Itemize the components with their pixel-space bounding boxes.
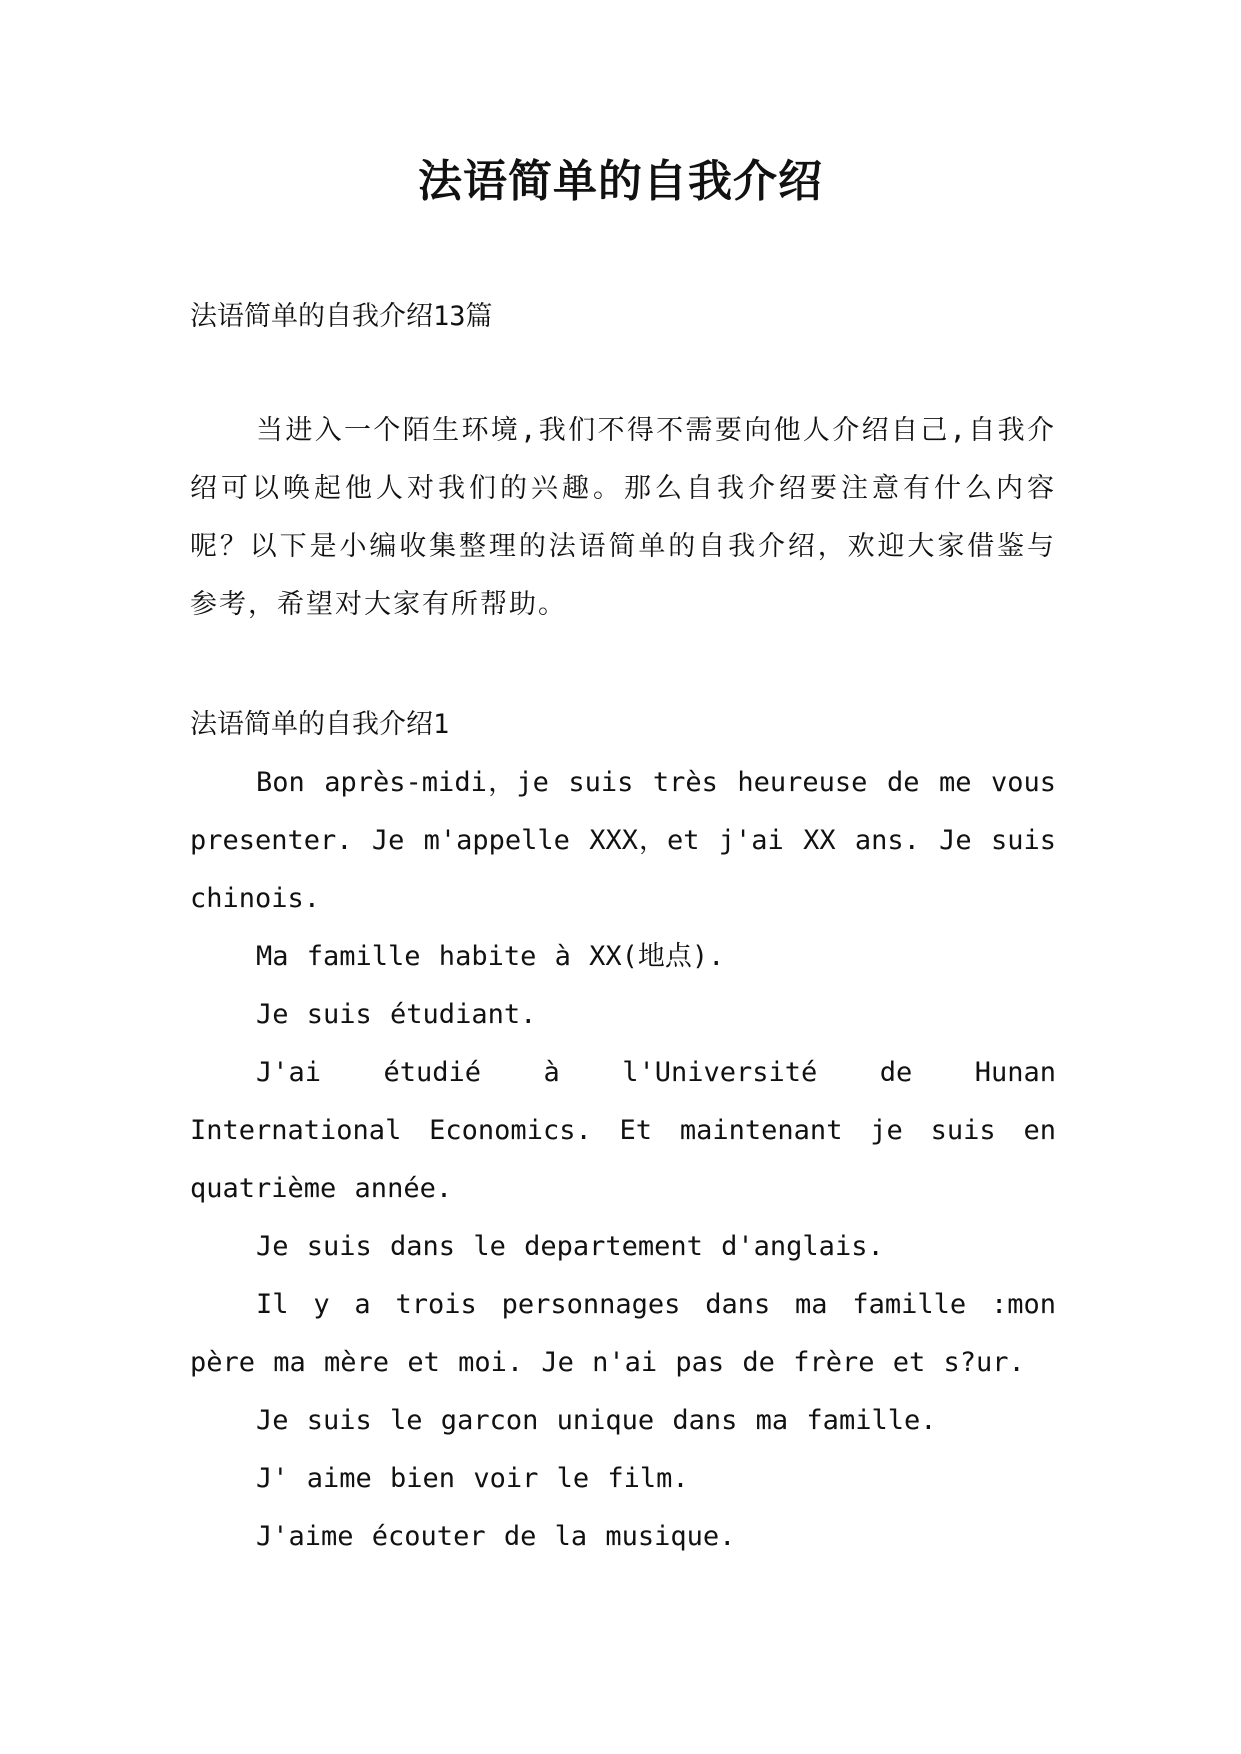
paragraph: J'ai étudié à l'Université de Hunan International Economics. Et maintenant je suis en quatrième année. bbox=[190, 1057, 1056, 1204]
intro-paragraph: 当进入一个陌生环境,我们不得不需要向他人介绍自己,自我介绍可以唤起他人对我们的兴趣。那么自我介绍要注意有什么内容呢？以下是小编收集整理的法语简单的自我介绍，欢迎大家借鉴与参考，希望对大家有所帮助。 bbox=[190, 415, 1056, 620]
paragraph: J' aime bien voir le film. bbox=[256, 1463, 689, 1494]
document-subtitle: 法语简单的自我介绍13篇 bbox=[190, 301, 493, 332]
section-heading: 法语简单的自我介绍1 bbox=[190, 709, 450, 740]
paragraph: Bon après-midi，je suis très heureuse de me vous presenter. Je m'appelle XXX，et j'ai XX ans. Je suis chinois. bbox=[190, 767, 1056, 914]
paragraph: Il y a trois personnages dans ma famille :mon père ma mère et moi. Je n'ai pas de frère et s?ur. bbox=[190, 1289, 1056, 1378]
french-self-introduction bbox=[190, 754, 1056, 1566]
paragraph: Je suis étudiant. bbox=[256, 999, 537, 1030]
paragraph: Ma famille habite à XX(地点). bbox=[256, 941, 725, 972]
document-title: 法语简单的自我介绍 bbox=[418, 156, 823, 207]
paragraph: J'aime écouter de la musique. bbox=[256, 1521, 736, 1552]
paragraph: Je suis le garcon unique dans ma famille. bbox=[256, 1405, 937, 1436]
paragraph: Je suis dans le departement d'anglais. bbox=[256, 1231, 884, 1262]
